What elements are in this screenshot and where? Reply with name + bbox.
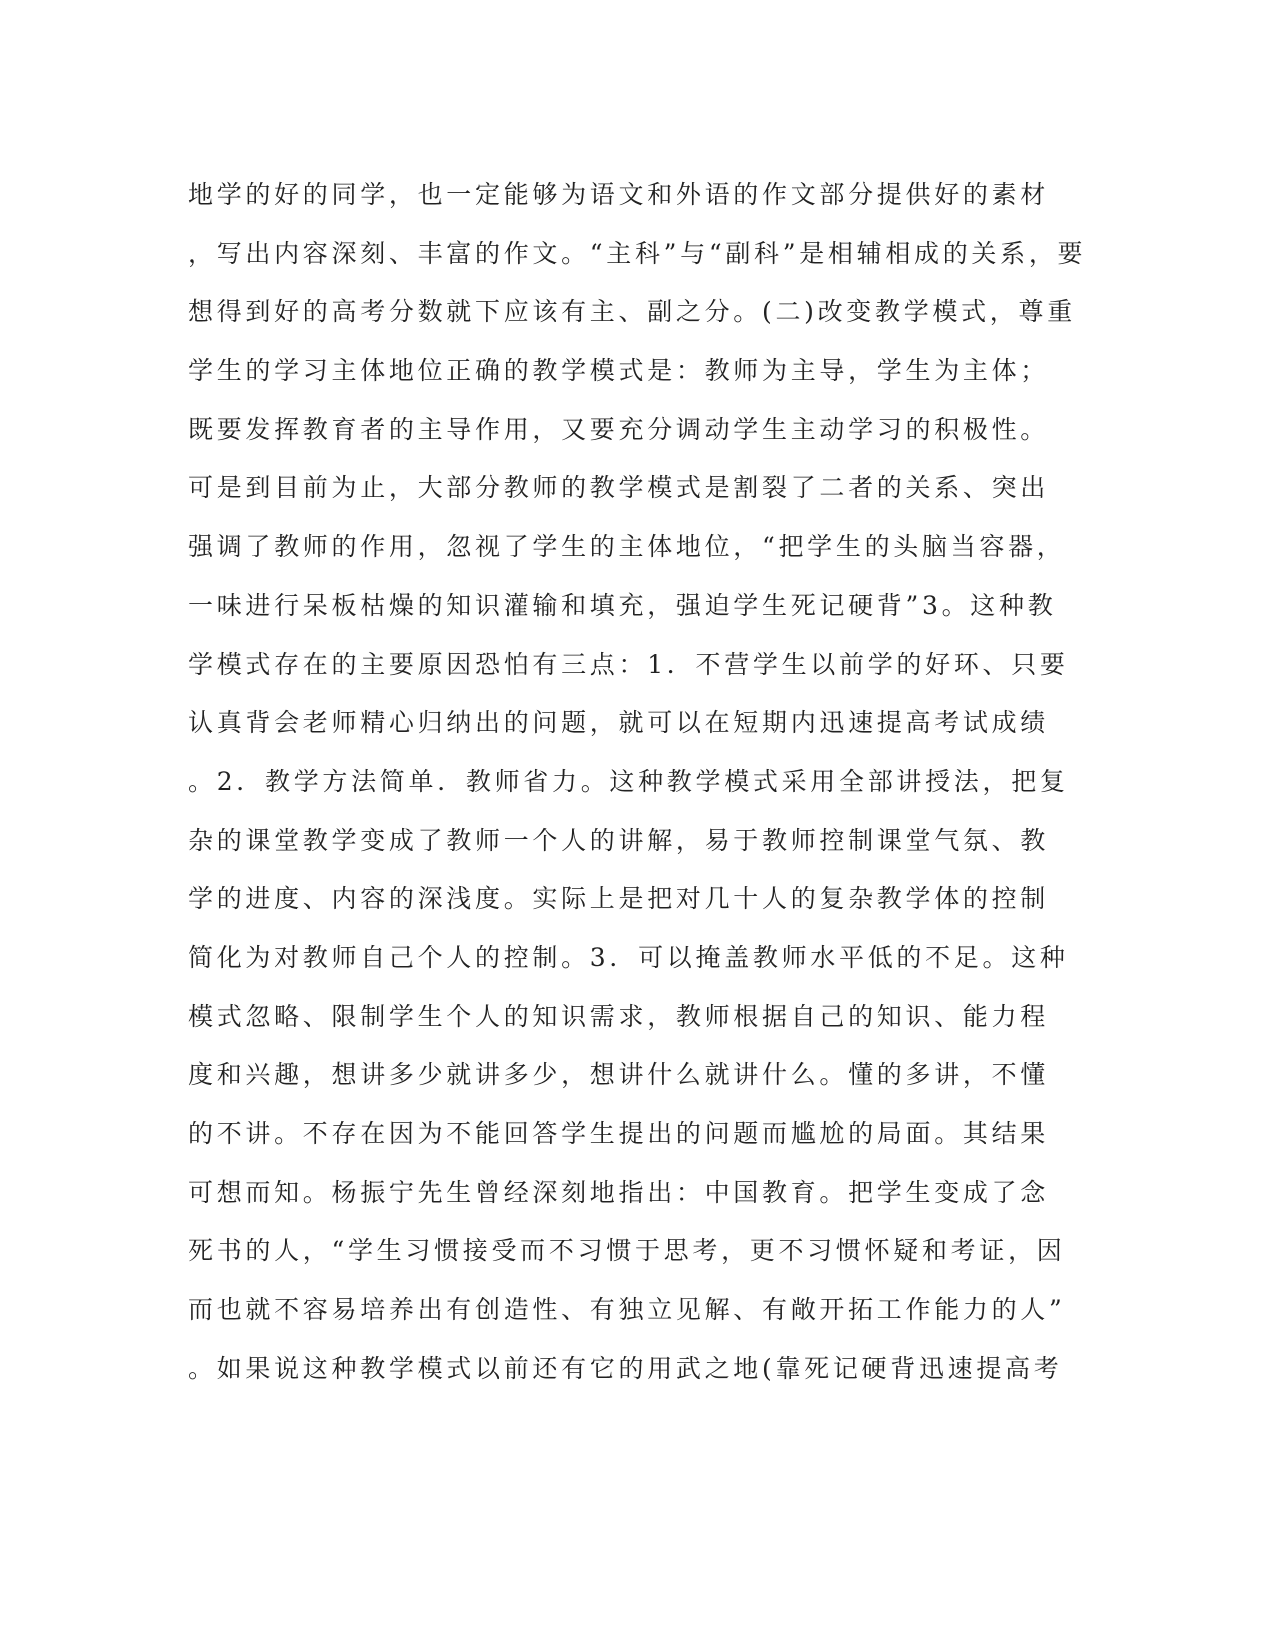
text-line: 杂的课堂教学变成了教师一个人的讲解，易于教师控制课堂气氛、教	[188, 825, 1050, 855]
text-line: 简化为对教师自己个人的控制。3．可以掩盖教师水平低的不足。这种	[188, 942, 1069, 972]
text-line: 的不讲。不存在因为不能回答学生提出的问题而尴尬的局面。其结果	[188, 1119, 1050, 1148]
text-line: 一味进行呆板枯燥的知识灌输和填充，强迫学生死记硬背”3。这种教	[188, 590, 1057, 620]
text-line: 。如果说这种教学模式以前还有它的用武之地(靠死记硬背迅速提高考	[188, 1353, 1063, 1383]
text-line: 认真背会老师精心归纳出的问题，就可以在短期内迅速提高考试成绩	[188, 708, 1050, 738]
text-line: 度和兴趣，想讲多少就讲多少，想讲什么就讲什么。懂的多讲，不懂	[188, 1060, 1050, 1090]
text-line: 模式忽略、限制学生个人的知识需求，教师根据自己的知识、能力程	[188, 1001, 1050, 1031]
text-line: 可想而知。杨振宁先生曾经深刻地指出：中国教育。把学生变成了念	[188, 1177, 1050, 1207]
body-text	[188, 166, 1088, 1398]
text-line: 死书的人，“学生习惯接受而不习惯于思考，更不习惯怀疑和考证，因	[188, 1236, 1066, 1266]
text-line: 学的进度、内容的深浅度。实际上是把对几十人的复杂教学体的控制	[188, 884, 1050, 914]
text-line: 地学的好的同学，也一定能够为语文和外语的作文部分提供好的素材	[188, 180, 1050, 209]
text-line: 。2．教学方法简单．教师省力。这种教学模式采用全部讲授法，把复	[188, 766, 1069, 796]
text-line: 既要发挥教育者的主导作用，又要充分调动学生主动学习的积极性。	[188, 414, 1050, 444]
text-line: 可是到目前为止，大部分教师的教学模式是割裂了二者的关系、突出	[188, 473, 1050, 503]
text-line: 强调了教师的作用，忽视了学生的主体地位，“把学生的头脑当容器，	[188, 532, 1066, 562]
text-line: 学模式存在的主要原因恐怕有三点：1．不营学生以前学的好环、只要	[188, 649, 1069, 679]
text-line: 学生的学习主体地位正确的教学模式是：教师为主导，学生为主体；	[188, 356, 1050, 386]
text-line: 而也就不容易培养出有创造性、有独立见解、有敞开拓工作能力的人”	[188, 1295, 1066, 1325]
text-line: ，写出内容深刻、丰富的作文。“主科”与“副科”是相辅相成的关系，要	[188, 238, 1087, 268]
text-line: 想得到好的高考分数就下应该有主、副之分。(二)改变教学模式，尊重	[188, 297, 1076, 327]
